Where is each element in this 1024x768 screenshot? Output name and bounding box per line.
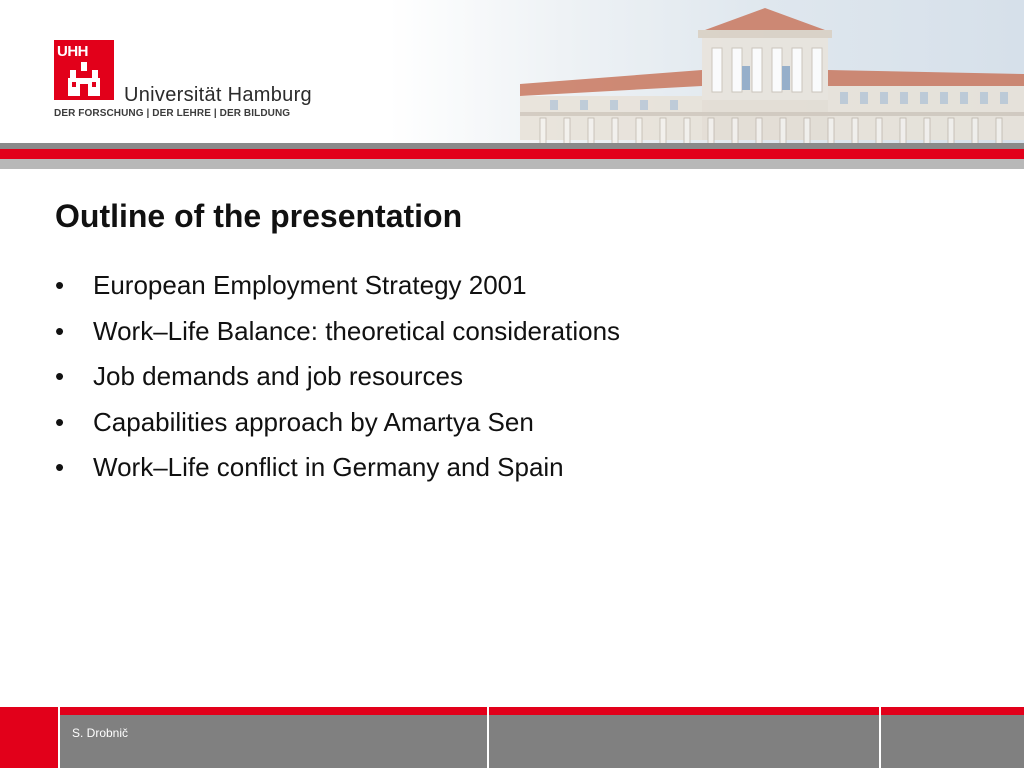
footer-divider <box>879 707 881 768</box>
bullet-text: European Employment Strategy 2001 <box>93 270 527 300</box>
slide-header <box>0 0 1024 172</box>
header-stripe-red <box>0 149 1024 159</box>
footer-divider <box>58 707 60 768</box>
slide-footer <box>0 715 1024 768</box>
header-stripe-light <box>0 159 1024 169</box>
castle-icon <box>68 62 100 96</box>
university-logo <box>54 40 114 100</box>
footer-author: S. Drobnič <box>72 726 129 740</box>
university-name: Universität Hamburg <box>124 84 312 106</box>
footer-divider <box>487 707 489 768</box>
bullet-icon: • <box>55 361 65 391</box>
bullet-text: Work–Life Balance: theoretical considerations <box>93 315 621 346</box>
footer-stripe-red <box>0 707 1024 715</box>
bullet-icon: • <box>55 315 65 346</box>
logo-mark: UHH <box>57 43 88 60</box>
bullet-icon: • <box>55 406 65 437</box>
bullet-text: Capabilities approach by Amartya Sen <box>93 406 534 437</box>
university-tagline: DER FORSCHUNG | DER LEHRE | DER BILDUNG <box>54 108 291 119</box>
bullet-icon: • <box>55 270 65 300</box>
bullet-icon: • <box>55 452 65 482</box>
slide-title: Outline of the presentation <box>55 198 463 234</box>
footer-red-block <box>0 707 58 768</box>
bullet-text: Work–Life conflict in Germany and Spain <box>93 452 564 482</box>
university-building-image <box>480 0 1024 160</box>
bullet-text: Job demands and job resources <box>93 361 464 391</box>
